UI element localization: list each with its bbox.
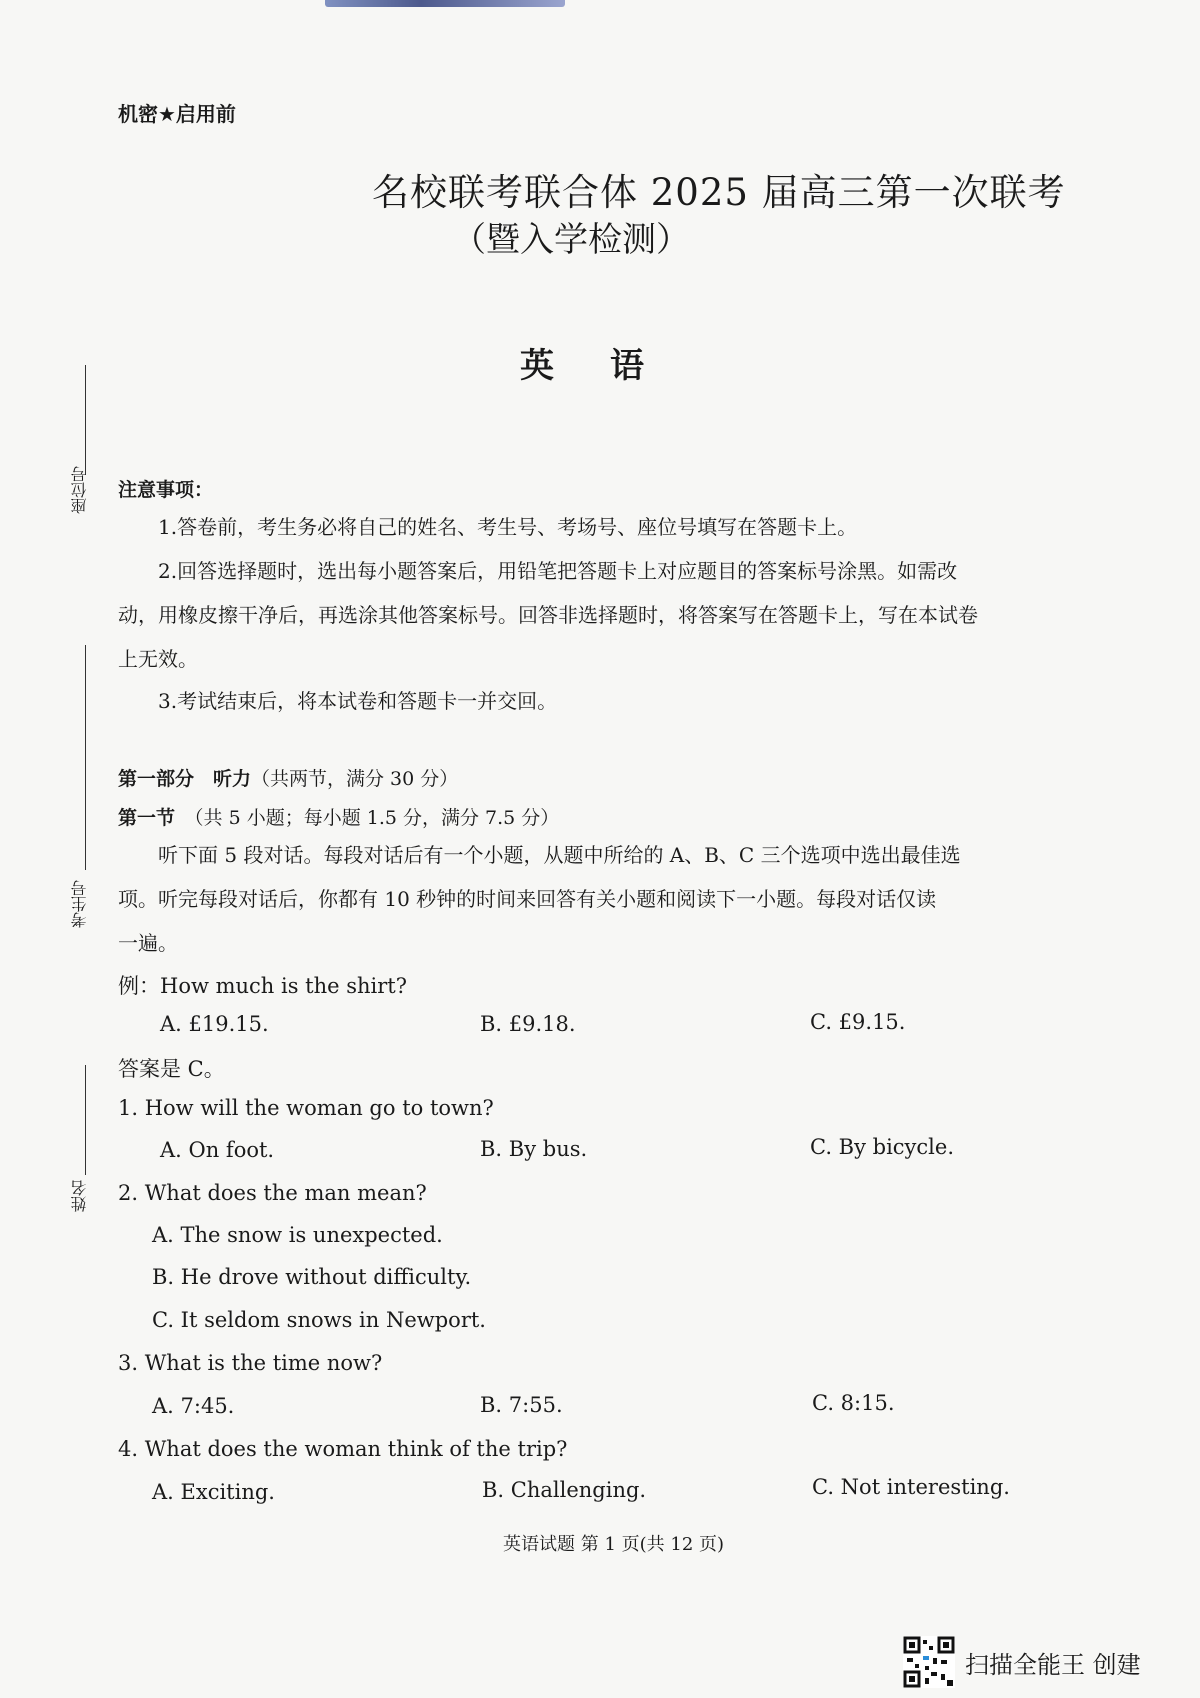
notice-item-2-end: 上无效。 [118,647,198,671]
part1-heading-text: 第一部分 听力 [118,768,252,790]
example-answer: 答案是 C。 [118,1057,225,1081]
page-footer: 英语试题 第 1 页(共 12 页) [503,1534,725,1555]
name-label: 姓名 [70,1180,89,1212]
part1-heading [118,764,458,791]
exam-no-label: 考生号 [70,880,89,928]
exam-title: 名校联考联合体 2025 届高三第一次联考 [372,171,1066,214]
instructions-line-1: 听下面 5 段对话。每段对话后有一个小题，从题中所给的 A、B、C 三个选项中选出最佳选 [158,843,961,867]
exam-no-line [85,645,86,870]
notice-item-1: 1.答卷前，考生务必将自己的姓名、考生号、考场号、座位号填写在答题卡上。 [158,515,858,539]
instructions-line-3: 一遍。 [118,931,178,955]
classified-label: 机密★启用前 [118,102,236,126]
seat-label: 座位号 [70,466,89,514]
q1-option-a: A. On foot. [160,1138,275,1162]
q3-option-a: A. 7:45. [152,1394,235,1418]
subject-title: 英语 [520,346,700,386]
q1-option-b: B. By bus. [480,1137,588,1161]
example-option-a: A. £19.15. [160,1012,269,1036]
q2-option-c: C. It seldom snows in Newport. [152,1308,486,1332]
q4-option-a: A. Exciting. [152,1480,275,1504]
q2-option-a: A. The snow is unexpected. [152,1223,443,1247]
qr-code-icon [903,1636,955,1688]
exam-subtitle: （暨入学检测） [452,220,690,260]
notice-heading: 注意事项： [118,479,214,501]
q4-option-b: B. Challenging. [482,1478,647,1502]
q3-option-c: C. 8:15. [812,1391,895,1415]
section1-heading-note: （共 5 小题；每小题 1.5 分，满分 7.5 分） [194,807,560,829]
name-line [85,1065,86,1175]
notice-item-2: 2.回答选择题时，选出每小题答案后，用铅笔把答题卡上对应题目的答案标号涂黑。如需改 [158,559,958,583]
notice-item-2-cont: 动，用橡皮擦干净后，再选涂其他答案标号。回答非选择题时，将答案写在答题卡上，写在本试卷 [118,603,978,627]
question-2: 2. What does the man mean? [118,1181,427,1205]
q1-option-c: C. By bicycle. [810,1135,955,1159]
q2-option-b: B. He drove without difficulty. [152,1265,472,1289]
seat-line [85,365,86,475]
example-option-b: B. £9.18. [480,1012,576,1036]
instructions-line-2: 项。听完每段对话后，你都有 10 秒钟的时间来回答有关小题和阅读下一小题。每段对话仅读 [118,887,937,911]
example-option-c: C. £9.15. [810,1010,906,1034]
question-4: 4. What does the woman think of the trip? [118,1437,568,1461]
scan-artifact-bar [325,0,565,7]
q3-option-b: B. 7:55. [480,1393,563,1417]
question-3: 3. What is the time now? [118,1351,383,1375]
question-1: 1. How will the woman go to town? [118,1096,494,1120]
notice-item-3: 3.考试结束后，将本试卷和答题卡一并交回。 [158,689,558,713]
section1-heading [118,803,559,830]
part1-heading-note: （共两节，满分 30 分） [251,768,459,790]
q4-option-c: C. Not interesting. [812,1475,1010,1499]
section1-heading-text: 第一节 [118,807,176,829]
example-question: 例：How much is the shirt? [118,974,407,998]
scanner-brand: 扫描全能王 创建 [965,1651,1141,1679]
